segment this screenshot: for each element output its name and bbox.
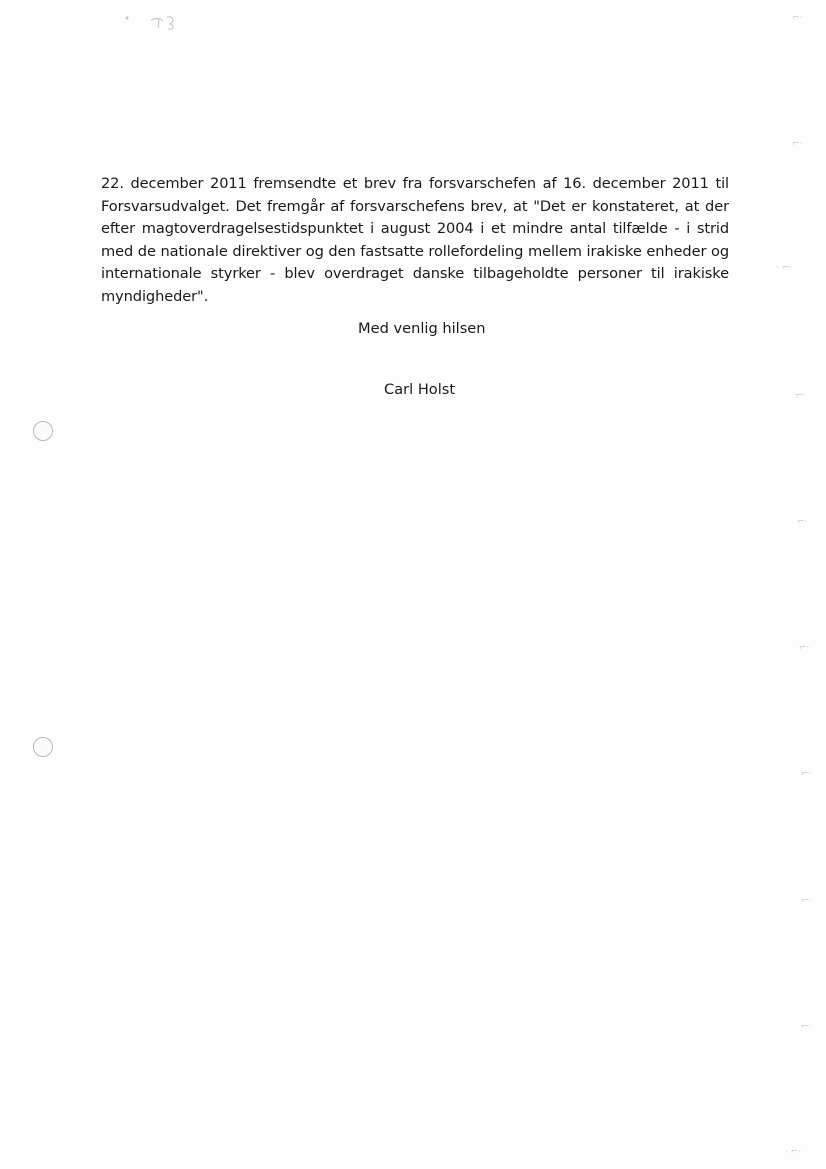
scan-speck: ⌐·	[792, 13, 803, 23]
punch-hole-top	[33, 421, 53, 441]
punch-hole-bottom	[33, 737, 53, 757]
scan-speck: ⌐·	[801, 769, 812, 779]
pen-mark-scribble	[123, 12, 183, 32]
scan-speck: ⌐·	[801, 1022, 812, 1032]
scan-speck: · ⌐·	[785, 1147, 802, 1157]
scan-speck: ⌐·	[797, 517, 808, 527]
closing-salutation: Med venlig hilsen	[358, 320, 486, 337]
body-paragraph	[101, 173, 729, 308]
paragraph-text: 22. december 2011 fremsendte et brev fra forsvarschefen af 16. december 2011 til Forsvarsudvalget. Det fremgår af forsvarschefens brev, at "Det er konstateret, at der efter magtoverdragelsestidspunktet i august 2004 i et mindre antal tilfælde - i strid med de nationale direktiver og den fastsatte rollefordeling mellem irakiske enheder og internationale styrker - blev overdraget danske tilbageholdte personer til irakiske myndigheder".	[101, 175, 729, 305]
scan-speck: · ⌐·	[776, 263, 793, 273]
scan-speck: ⌐·	[795, 391, 806, 401]
scan-speck: ⌐·	[799, 643, 810, 653]
scan-speck: ⌐·	[792, 139, 803, 149]
signer-name: Carl Holst	[384, 381, 456, 398]
scan-speck: ⌐·	[801, 896, 812, 906]
